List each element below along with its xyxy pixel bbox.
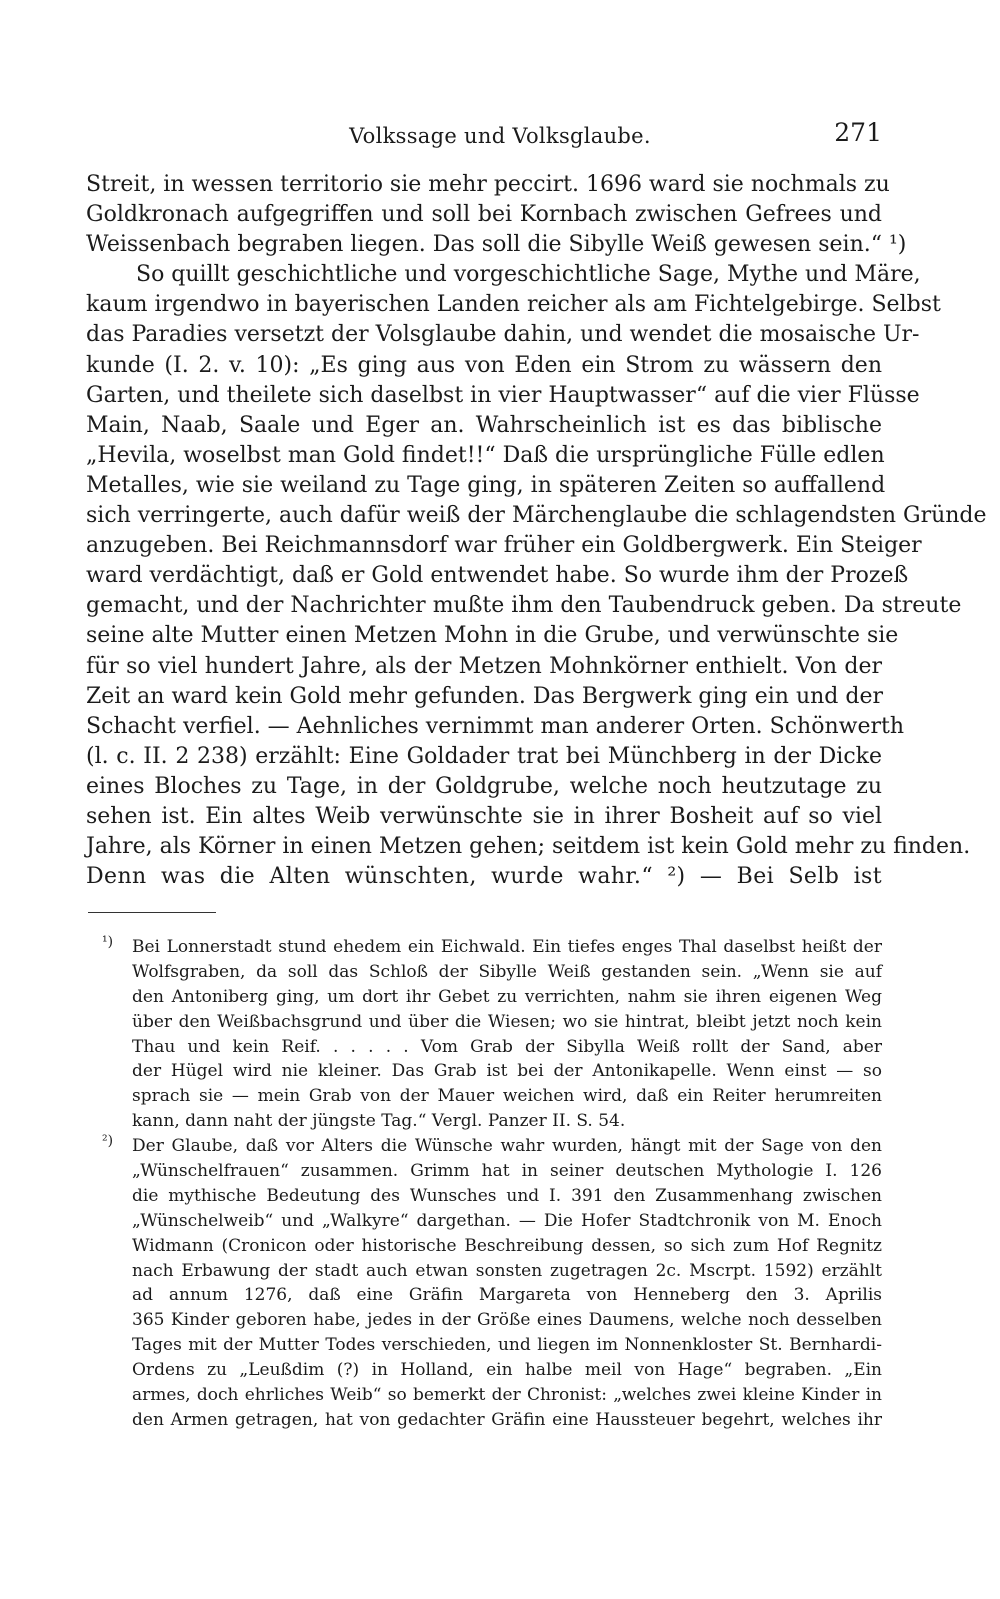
body-line: kunde (I. 2. v. 10): „Es ging aus von Eden ein Strom zu wässern den [86,352,882,378]
body-line: Zeit an ward kein Gold mehr gefunden. Das Bergwerk ging ein und der [86,683,884,709]
body-line: (l. c. II. 2 238) erzählt: Eine Goldader trat bei Münchberg in der Dicke [86,743,882,769]
body-line: Goldkronach aufgegriffen und soll bei Kornbach zwischen Gefrees und [86,202,882,228]
body-line: Jahre, als Körner in einen Metzen gehen; seitdem ist kein Gold mehr zu finden. [86,834,971,860]
running-head [0,118,1000,158]
footnote-line: Thau und kein Reif. . . . . . Vom Grab der Sibylla Weiß rollt der Sand, aber [132,1036,882,1057]
body-line: das Paradies versetzt der Volsglaube dahin, und wendet die mosaische Ur- [86,322,920,348]
body-line: Schacht verfiel. — Aehnliches vernimmt man anderer Orten. Schönwerth [86,713,905,739]
footnote-line: der Hügel wird nie kleiner. Das Grab ist bei der Antonikapelle. Wenn einst — so [132,1061,882,1082]
footnote-text: Der Glaube, daß vor Alters die Wünsche wahr wurden, hängt mit der Sage von den [132,1136,882,1157]
body-line: eines Bloches zu Tage, in der Goldgrube, welche noch heutzutage zu [86,773,882,799]
body-line: für so viel hundert Jahre, als der Metzen Mohnkörner enthielt. Von der [86,653,882,679]
footnote-line: 365 Kinder geboren habe, jedes in der Größe eines Daumens, welche noch desselben [132,1310,882,1331]
body-line: ward verdächtigt, daß er Gold entwendet habe. So wurde ihm der Prozeß [86,563,909,589]
footnote-line: Wolfsgraben, da soll das Schloß der Sibylle Weiß gestanden sein. „Wenn sie auf [132,961,882,982]
footnote-line: den Antoniberg ging, um dort ihr Gebet zu verrichten, nahm sie ihren eigenen Weg [132,986,882,1007]
body-line: Main, Naab, Saale und Eger an. Wahrscheinlich ist es das biblische [86,412,882,438]
body-line: Garten, und theilete sich daselbst in vier Hauptwasser“ auf die vier Flüsse [86,382,920,408]
footnotes [80,935,882,1433]
body-line: sich verringerte, auch dafür weiß der Märchenglaube die schlagendsten Gründe [86,503,987,529]
footnote-line: sprach sie — mein Grab von der Mauer weichen wird, daß ein Reiter herumreiten [132,1086,882,1107]
footnote-marker: ²) [102,1133,114,1150]
footnote-line: Tages mit der Mutter Todes verschieden, und liegen im Nonnenkloster St. Bernhardi- [132,1335,882,1356]
footnote-line: armes, doch ehrliches Weib“ so bemerkt der Chronist: „welches zwei kleine Kinder in [132,1385,882,1406]
footnote-1 [80,935,882,1134]
body-line: kaum irgendwo in bayerischen Landen reicher als am Fichtelgebirge. Selbst [86,292,941,318]
body-line: Denn was die Alten wünschten, wurde wahr.“ ²) — Bei Selb ist [86,864,882,890]
body-line: seine alte Mutter einen Metzen Mohn in die Grube, und verwünschte sie [86,623,899,649]
body-text [86,170,987,892]
body-line: Weissenbach begraben liegen. Das soll die Sibylle Weiß gewesen sein.“ ¹) [86,232,907,258]
footnote-text: Bei Lonnerstadt stund ehedem ein Eichwald. Ein tiefes enges Thal daselbst heißt der [132,937,882,957]
body-line: sehen ist. Ein altes Weib verwünschte sie in ihrer Bosheit auf so viel [86,803,882,829]
footnote-line: die mythische Bedeutung des Wunsches und I. 391 den Zusammenhang zwischen [132,1185,882,1206]
footnote-separator [88,912,216,913]
body-line: „Hevila, woselbst man Gold findet!!“ Daß die ursprüngliche Fülle edlen [86,442,885,468]
footnote-line: kann, dann naht der jüngste Tag.“ Vergl. Panzer II. S. 54. [132,1111,626,1132]
footnote-2 [80,1134,882,1433]
footnote-line [80,1134,882,1159]
running-title: Volkssage und Volksglaube. [349,124,651,148]
body-line: Metalles, wie sie weiland zu Tage ging, in späteren Zeiten so auffallend [86,472,886,498]
body-line: gemacht, und der Nachrichter mußte ihm den Taubendruck geben. Da streute [86,593,962,619]
body-line: So quillt geschichtliche und vorgeschichtliche Sage, Mythe und Märe, [136,262,921,288]
footnote-line: „Wünschelfrauen“ zusammen. Grimm hat in seiner deutschen Mythologie I. 126 [132,1161,882,1182]
body-line: Streit, in wessen territorio sie mehr peccirt. 1696 ward sie nochmals zu [86,172,890,197]
body-line: anzugeben. Bei Reichmannsdorf war früher ein Goldbergwerk. Ein Steiger [86,533,922,559]
footnote-line [80,935,882,960]
footnote-line: Widmann (Cronicon oder historische Beschreibung dessen, so sich zum Hof Regnitz [132,1235,882,1256]
footnote-line: den Armen getragen, hat von gedachter Gräfin eine Haussteuer begehrt, welches ihr [132,1409,882,1430]
footnote-line: über den Weißbachsgrund und über die Wiesen; wo sie hintrat, bleibt jetzt noch kein [132,1011,882,1032]
footnote-line: ad annum 1276, daß eine Gräfin Margareta von Henneberg den 3. Aprilis [132,1285,882,1306]
footnote-line: „Wünschelweib“ und „Walkyre“ dargethan. — Die Hofer Stadtchronik von M. Enoch [132,1210,882,1231]
footnote-line: nach Erbawung der stadt auch etwan sonsten zugetragen 2c. Mscrpt. 1592) erzählt [132,1260,882,1281]
footnote-marker: ¹) [102,934,114,950]
footnote-line: Ordens zu „Leußdim (?) in Holland, ein halbe meil von Hage“ begraben. „Ein [132,1360,882,1381]
page-number: 271 [834,118,882,147]
